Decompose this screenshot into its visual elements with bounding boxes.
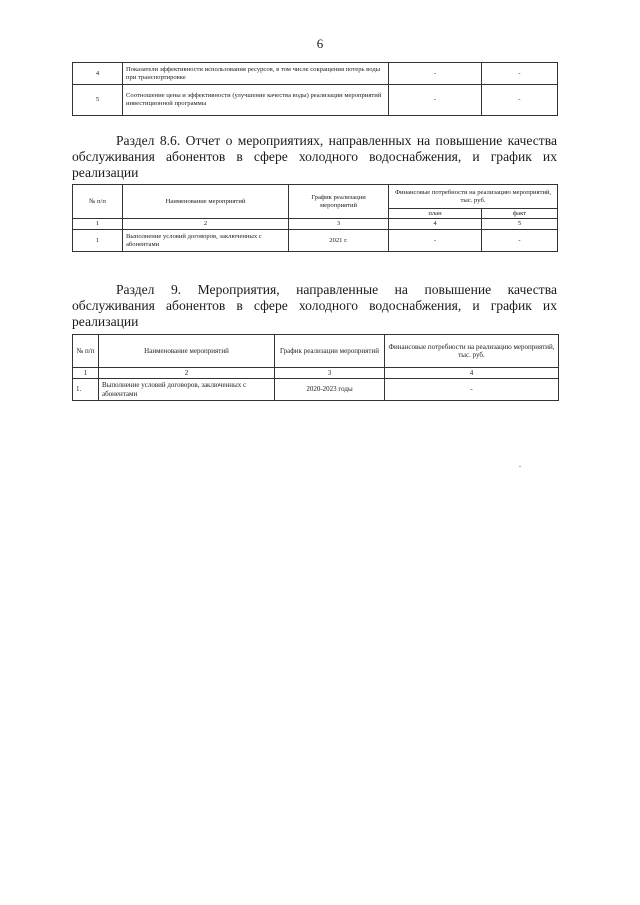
plan-value: -: [389, 230, 482, 252]
plan-value: -: [389, 63, 482, 85]
fact-value: -: [482, 63, 558, 85]
finance-value: -: [385, 379, 559, 401]
section-8-6-table: [72, 184, 558, 252]
col-number: 2: [99, 368, 275, 379]
header-fact: факт: [482, 209, 558, 219]
plan-value: -: [389, 85, 482, 116]
table-row: [73, 85, 558, 116]
col-number: 5: [482, 219, 558, 230]
header-row: [73, 185, 558, 209]
schedule-value: 2020-2023 годы: [275, 379, 385, 401]
page-number: 6: [316, 36, 324, 51]
table-row: [73, 379, 559, 401]
section-9-heading: [72, 282, 557, 330]
col-number: 2: [123, 219, 289, 230]
header-name: Наименование мероприятий: [99, 335, 275, 368]
row-number: 4: [73, 63, 123, 85]
col-number: 3: [275, 368, 385, 379]
column-numbers-row: [73, 368, 559, 379]
activity-name: Выполнение условий договоров, заключенных с абонентами: [123, 230, 289, 252]
indicator-name: Показатели эффективности использования ресурсов, в том числе сокращения потерь воды при транспортировке: [123, 63, 389, 85]
header-schedule: График реализации мероприятий: [289, 185, 389, 219]
heading-lead: Раздел 8.6. Отчет о мероприятиях, направленных на повышение качества: [116, 133, 557, 148]
section-8-6-heading: [72, 133, 557, 181]
header-num: № п/п: [73, 335, 99, 368]
fact-value: -: [482, 230, 558, 252]
header-schedule: График реализации мероприятий: [275, 335, 385, 368]
header-name: Наименование мероприятий: [123, 185, 289, 219]
scan-speck: [519, 466, 521, 467]
schedule-value: 2021 г.: [289, 230, 389, 252]
header-num: № п/п: [73, 185, 123, 219]
section-9-table: [72, 334, 559, 401]
table-row: [73, 63, 558, 85]
row-number: 1: [73, 230, 123, 252]
table-row: [73, 230, 558, 252]
heading-rest: обслуживания абонентов в сфере холодного водоснабжения, и график их реализации: [72, 149, 557, 180]
column-numbers-row: [73, 219, 558, 230]
header-plan: план: [389, 209, 482, 219]
col-number: 3: [289, 219, 389, 230]
header-finance: Финансовые потребности на реализацию мероприятий, тыс. руб.: [389, 185, 558, 209]
row-number: 5: [73, 85, 123, 116]
col-number: 4: [389, 219, 482, 230]
indicator-name: Соотношение цены и эффективности (улучшение качества воды) реализации мероприятий инвестиционной программы: [123, 85, 389, 116]
heading-rest: обслуживания абонентов в сфере холодного водоснабжения, и график их реализации: [72, 298, 557, 329]
fact-value: -: [482, 85, 558, 116]
col-number: 1: [73, 368, 99, 379]
indicators-table: [72, 62, 558, 116]
activity-name: Выполнение условий договоров, заключенных с абонентами: [99, 379, 275, 401]
col-number: 4: [385, 368, 559, 379]
header-row: [73, 335, 559, 368]
header-finance: Финансовые потребности на реализацию мероприятий, тыс. руб.: [385, 335, 559, 368]
row-number: 1.: [73, 379, 99, 401]
heading-lead: Раздел 9. Мероприятия, направленные на повышение качества: [116, 282, 557, 297]
col-number: 1: [73, 219, 123, 230]
